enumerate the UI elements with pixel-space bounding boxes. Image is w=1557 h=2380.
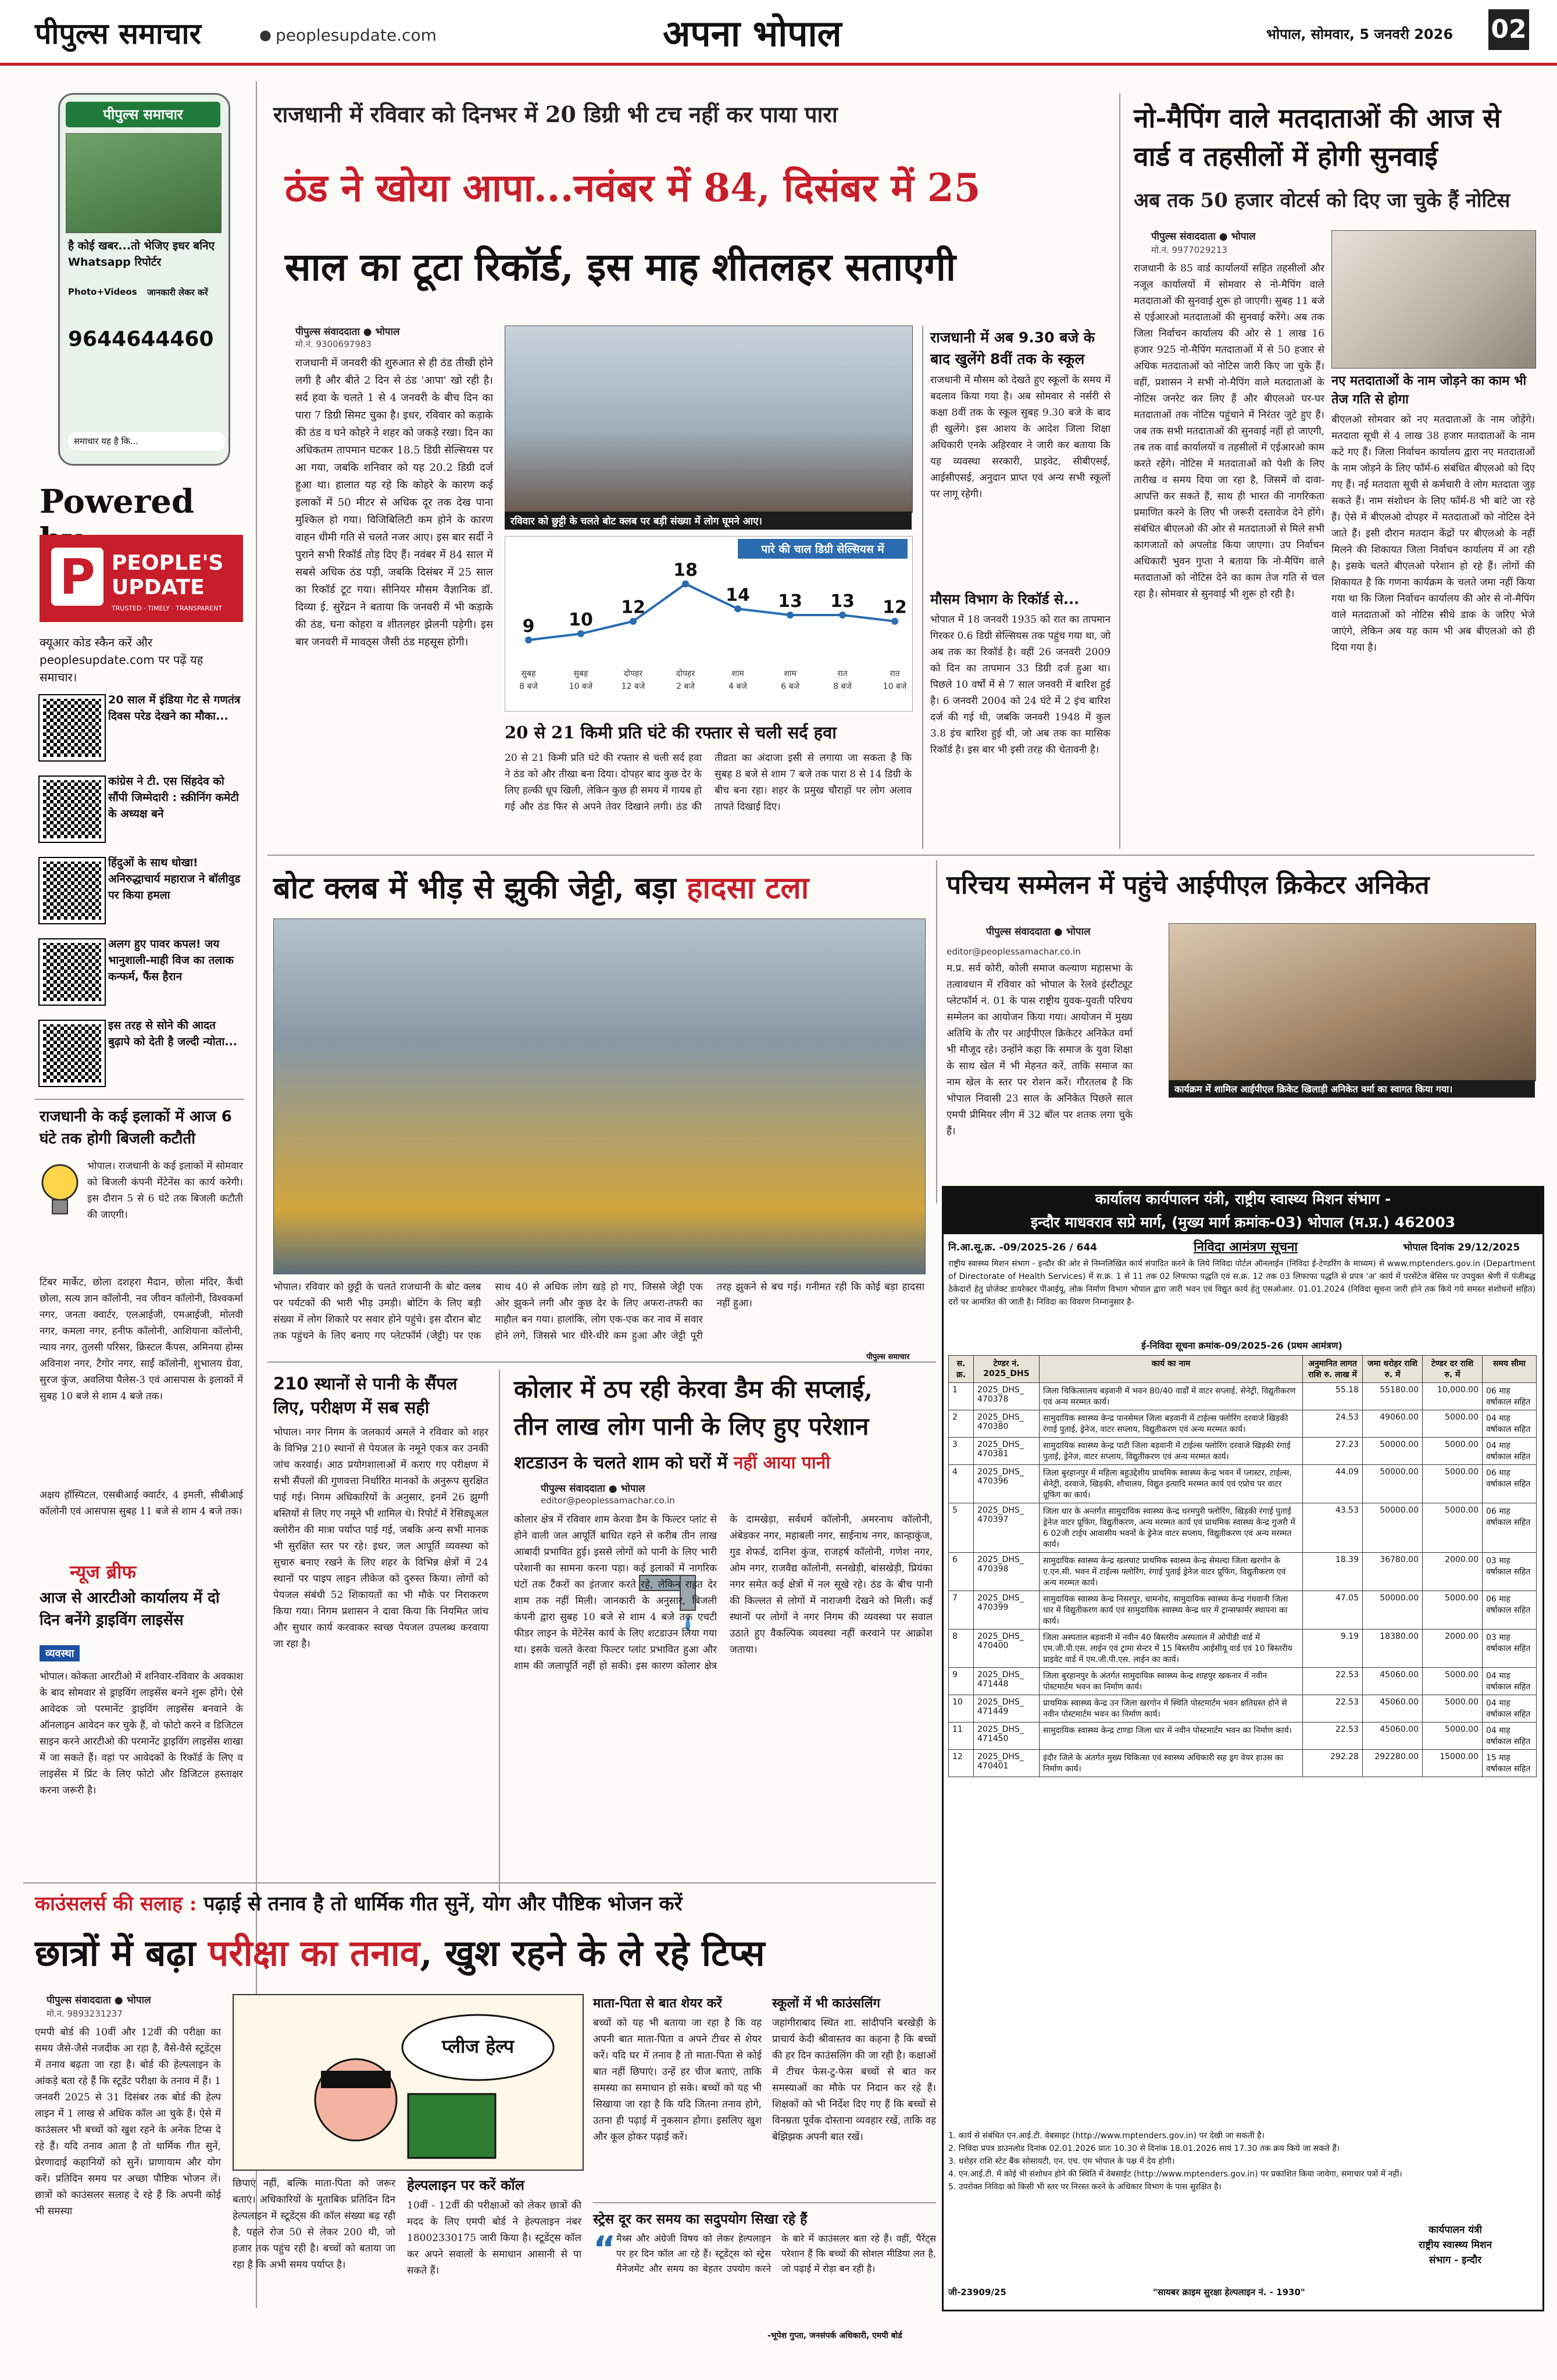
tender-row — [949, 1438, 1537, 1465]
power-cut-lead: भोपाल। राजधानी के कई इलाकों में सोमवार को बिजली कंपनी मेंटेनेंस का कार्य करेगी। इस दौरान 5 से 6 घंटे तक बिजली कटौती की जाएगी। — [87, 1160, 243, 1221]
cell-work: सामुदायिक स्वास्थ्य केन्द्र टाण्डा जिला धार में नवीन पोस्टमार्टम भवन का निर्माण कार्य। — [1040, 1723, 1303, 1750]
data-point — [734, 605, 741, 612]
x-tick-label: शाम — [784, 669, 797, 678]
cell-tender-no: 2025_DHS_ 470380 — [974, 1410, 1040, 1438]
x-tick-label: सुबह — [573, 669, 588, 678]
x-tick-sublabel: 8 बजे — [519, 682, 538, 691]
water-side-body: भोपाल। नगर निगम के जलकार्य अमले ने रविवार को शहर के विभिन्न 210 स्थानों से पेयजल के नमूने एकत्र कर उनकी जांच करवाई। आठ प्रयोगशालाओं में कराए गए परीक्षण में सभी सैंपलों की गुणवत्ता निर्धारित मानकों के अनुरूप सुरक्षित पाई गई। निगम अधिकारियों के अनुसार, इनमें 26 झुग्गी बस्तियों से लिए गए नमूने भी शामिल थे। रिपोर्ट में रेसिड्यूअल क्लोरीन की मात्रा पर्याप्त पाई गई, जबकि अन्य सभी मानक भी सुरक्षित स्तर पर रहे। इधर, जल आपूर्ति व्यवस्था को सुचारु बनाए रखने के लिए शहर के विभिन्न क्षेत्रों में 24 स्थानों पर पाइप लाइन लीकेज को दुरुस्त किया। लोगों को पेयजल संबंधी 52 शिकायतों का भी मौके पर निराकरण किया गया। निगम प्रशासन ने दावा किया कि नियमित जांच और सुधार कार्य करवाकर स्वच्छ पेयजल उपलब्ध करवाया जा रहा है। — [273, 1427, 488, 1650]
qr-code-icon — [40, 1021, 105, 1086]
promo-right: जानकारी लेकर करें — [147, 287, 208, 298]
cell-cost: 22.53 — [1303, 1723, 1363, 1750]
x-tick-sublabel: 10 बजे — [569, 682, 593, 691]
dateline: भोपाल, सोमवार, 5 जनवरी 2026 — [1266, 26, 1454, 42]
masthead-url[interactable]: peoplesupdate.com — [276, 26, 437, 45]
x-tick-label: दोपहर — [676, 669, 695, 678]
tender-table — [948, 1355, 1537, 1777]
lead-body: राजधानी में जनवरी की शुरुआत से ही ठंड तीखी होने लगी है और बीते 2 दिन से ठंड 'आपा' खो रही है। सर्द हवा के चलते 1 से 4 जनवरी के बीच दिन का पारा 7 डिग्री सिमट चुका है। इधर, रविवार को कड़ाके की ठंड व घने कोहरे ने शहर को जकड़े रखा। दिन का अधिकतम तापमान घटकर 18.5 डिग्री सेल्सियस पर आ गया, जबकि शनिवार को यह 20.2 डिग्री दर्ज हुआ था। हालात यह रहे कि कोहरे के कारण कई इलाकों में 50 मीटर से अधिक दूर तक देख पाना मुश्किल हो गया। विजिबिलिटी कम होने के कारण वाहन धीमी गति से चलते नजर आए। इस बार सर्दी ने पुराने सभी रिकॉर्ड तोड़ दिए हैं। नवंबर में 84 साल में सबसे अधिक ठंड पड़ी, जबकि दिसंबर में 25 साल का रिकॉर्ड टूट गया। सीनियर मौसम वैज्ञानिक डॉ. दिव्या ई. सुरेंद्रन ने बताया कि जनवरी में भी कड़ाके की ठंड, घना कोहरा व शीतलहर झेलनी पड़ेगी। इस बार जनवरी में मावठ्स जैसी ठंड महसूस होगी। — [295, 357, 493, 648]
x-tick-label: दोपहर — [623, 669, 643, 678]
cell-time: 04 माह वर्षाकाल सहित — [1483, 1410, 1537, 1438]
cell-sno: 2 — [949, 1410, 974, 1438]
data-label: 18 — [673, 560, 698, 581]
cell-rate: 5000.00 — [1423, 1723, 1483, 1750]
data-point — [682, 580, 689, 587]
ipl-byline: पीपुल्स संवाददाता ● भोपाल — [986, 926, 1091, 938]
school-counsel-text: जहांगीराबाद स्थित शा. सांदीपनि बरखेड़ी के प्राचार्य केदी श्रीवास्तव का कहना है कि बच्चों की हर दिन काउंसलिंग की जा रही है। कक्षाओं में टीचर फेस-टु-फेस बच्चों से बात कर समस्याओं का मौके पर निदान कर रहे हैं। शिक्षकों को भी निर्देश दिए गए हैं कि बच्चों से विनम्रता पूर्वक दोस्ताना व्यवहार रखें, ताकि वह बेझिझक अपनी बात रखें। — [772, 2017, 936, 2143]
cell-tender-no: 2025_DHS_ 471450 — [974, 1723, 1040, 1750]
helpline-text[interactable]: 10वीं - 12वीं की परीक्षाओं को लेकर छात्रों की मदद के लिए एमपी बोर्ड ने हेल्पलाइन नंबर 18002330175 जारी किया है। स्टूडेंट्स कॉल कर अपने सवालों के समाधान आसानी से पा सकते हैं। — [407, 2200, 581, 2277]
x-tick-label: रात — [837, 669, 848, 678]
cell-tender-no: 2025_DHS_ 470396 — [974, 1465, 1040, 1503]
tender-note: 2. निविदा प्रपत्र डाउनलोड दिनांक 02.01.2026 प्रातः 10.30 से दिनांक 18.01.2026 सायं 17.30 तक क्रय किये जा सकते हैं। — [948, 2144, 1340, 2153]
promo-brand: पीपुल्स समाचार — [66, 102, 220, 127]
cell-rate: 5000.00 — [1423, 1503, 1483, 1553]
exam-body-1: एमपी बोर्ड की 10वीं और 12वीं की परीक्षा का समय जैसे-जैसे नजदीक आ रहा है, वैसे-वैसे स्टूडेंट्स में तनाव बढ़ता जा रहा है। बोर्ड की हेल्पलाइन के आंकड़े बता रहे हैं कि स्टूडेंट परीक्षा के तनाव में हैं। 1 जनवरी 2025 से 31 दिसंबर तक बोर्ड की हेल्प लाइन में 1 लाख से अधिक कॉल आ चुके हैं। ऐसे में काउंसलर भी बच्चों को खुश रहने के अनेक टिप्स दे रहे हैं। यदि तनाव आता है तो धार्मिक गीत सुनें, प्रेरणादाई कहानियों को सुनें। प्राणायाम और योग करें। प्रतिदिन समय पर अच्छा पौष्टिक भोजन लें। छात्रों को काउंसलर सलाह दे रहे हैं कि अपनी कोई भी समस्या — [35, 2027, 221, 2217]
section-title: अपना भोपाल — [663, 12, 842, 55]
water-sub-b: नहीं आया पानी — [733, 1453, 831, 1473]
tender-row — [949, 1465, 1537, 1503]
tender-row — [949, 1723, 1537, 1750]
cell-work: सामुदायिक स्वास्थ्य केन्द्र पाटी जिला बड़वानी में टाईल्स फ्लोरिंग दरवाजे खिड़की रंगाई पुताई, ड्रेनेज, वाटर सप्लाय, विद्युतीकरण एवं अन्य मरम्मत कार्य। — [1040, 1438, 1303, 1465]
tender-intro: राष्ट्रीय स्वास्थ्य मिशन संभाग - इन्दौर की ओर से निम्नलिखित कार्य संपादित करने के लिये निविदा पोर्टल ऑनलाईन (निविदा ई-टेण्डरिंग के माध्यम) से www.mptenders.gov.in (Department of Directorate of Health Services) में स.क्र. 1 से 11 तक 02 लिफाफा पद्धति एवं स.क्र. 12 तक 03 लिफाफा पद्धति से प्रपत्र 'अ' कार्य में परसेंटेज बेसिस पर उपयुक्त श्रेणी में पंजीबद्ध ठेकेदारों हेतु प्रोजेक्ट डायरेक्टर पीआईयू, लोक निर्माण विभाग भोपाल द्वारा जारी भवन एवं विद्युत कार्य हेतु एसओआर. 01.01.2024 (निविदा सूचना जारी होने तक किये गये समस्त संशोधनों सहित) दरों पर आमंत्रित की जाती है। निविदा का विवरण निम्नानुसार है- — [948, 1259, 1535, 1307]
powered-by: Powered — [40, 483, 195, 521]
cell-time: 03 माह वर्षाकाल सहित — [1483, 1629, 1537, 1668]
whatsapp-promo — [58, 93, 230, 466]
cell-work: जिला बुरहानपुर के अंतर्गत सामुदायिक स्वास्थ्य केन्द्र शाहपुर खकनार में नवीन पोस्टमार्टम भवन का निर्माण कार्य। — [1040, 1668, 1303, 1695]
data-label: 12 — [883, 597, 907, 618]
x-tick-sublabel: 10 बजे — [883, 682, 907, 691]
brief-tag: व्यवस्था — [40, 1645, 80, 1661]
exam-body-2: छिपाएं नहीं, बल्कि माता-पिता को जरूर बताएं। अधिकारियों के मुताबिक प्रतिदिन दिन हेल्पलाइन में स्टूडेंट्स की कॉल संख्या बढ़ रही है, पहले रोज 50 से लेकर 200 थी, जो हजार तक पहुंच रही है। बच्चों को बताया जा रहा है कि अभी समय पर्याप्त है। — [233, 2178, 395, 2271]
col-cost: अनुमानित लागत राशि रु. लाख में — [1303, 1356, 1363, 1383]
logo-name: PEOPLE'S UPDATE — [112, 551, 224, 599]
water-sub — [514, 1450, 933, 1474]
x-tick-label: सुबह — [521, 669, 536, 678]
logo-p-icon: P — [51, 548, 103, 606]
qr-item-1[interactable] — [40, 692, 243, 762]
record-text: भोपाल में 18 जनवरी 1935 को रात का तापमान गिरकर 0.6 डिग्री सेल्सियस तक पहुंच गया था, जो अब तक का रिकॉर्ड है। वहीं 26 जनवरी 2009 को दिन का तापमान 33 डिग्री दर्ज हुआ था। पिछले 10 वर्षों में से 7 साल जनवरी में बारिश हुई है। 6 जनवरी 2004 को 24 घंटे में 2 इंच बारिश दर्ज की गई थी, जबकि जनवरी 1948 में कुल 3.8 इंच बारिश हुई थी, जो अब तक का मासिक रिकॉर्ड है। इस बार भी इसी तरह की चेतावनी है। — [930, 614, 1110, 756]
col-sno: स. क्र. — [949, 1356, 974, 1383]
cell-cost: 22.53 — [1303, 1695, 1363, 1723]
helpline-title: हेल्पलाइन पर करें कॉल — [407, 2177, 524, 2193]
tender-row — [949, 1629, 1537, 1668]
tender-row — [949, 1503, 1537, 1553]
lead-subhead: 20 से 21 किमी प्रति घंटे की रफ्तार से चली सर्द हवा — [505, 723, 837, 742]
cell-deposit: 18380.00 — [1363, 1629, 1423, 1668]
brief-title: आज से आरटीओ कार्यालय में दो दिन बनेंगे ड्राइविंग लाइसेंस — [40, 1589, 220, 1629]
lead-photo — [505, 326, 913, 513]
cell-cost: 22.53 — [1303, 1668, 1363, 1695]
cell-sno: 9 — [949, 1668, 974, 1695]
tender-row — [949, 1668, 1537, 1695]
cell-sno: 10 — [949, 1695, 974, 1723]
qr-item-text: कांग्रेस ने टी. एस सिंहदेव को सौंपी जिम्मेदारी : स्क्रीनिंग कमेटी के अध्यक्ष बने — [108, 775, 239, 820]
data-label: 13 — [778, 591, 802, 612]
divider — [23, 1882, 936, 1884]
cell-tender-no: 2025_DHS_ 470378 — [974, 1383, 1040, 1410]
voter-photo — [1331, 230, 1536, 369]
cell-tender-no: 2025_DHS_ 470381 — [974, 1438, 1040, 1465]
qr-code-icon — [40, 858, 105, 923]
cell-tender-no: 2025_DHS_ 471449 — [974, 1695, 1040, 1723]
cell-deposit: 45060.00 — [1363, 1723, 1423, 1750]
tender-row — [949, 1553, 1537, 1591]
cell-time: 15 माह वर्षाकाल सहित — [1483, 1750, 1537, 1777]
x-tick-sublabel: 8 बजे — [833, 682, 852, 691]
data-label: 13 — [830, 591, 855, 612]
exam-headline-a: छात्रों में बढ़ा — [35, 1932, 196, 1974]
tender-ref: नि.आ.सू.क्र. -09/2025-26 / 644 — [948, 1242, 1097, 1253]
cell-time: 06 माह वर्षाकाल सहित — [1483, 1383, 1537, 1410]
cell-tender-no: 2025_DHS_ 470397 — [974, 1503, 1040, 1553]
divider — [936, 860, 937, 1203]
lead-kicker: राजधानी में रविवार को दिनभर में 20 डिग्री भी टच नहीं कर पाया पारा — [273, 101, 838, 127]
data-point — [630, 618, 637, 625]
cell-work: सामुदायिक स्वास्थ्य केन्द्र पानसेमल जिला बड़वानी में टाईल्स फ्लोरिंग दरवाजे खिड़की रंगाई पुताई, ड्रेनेज, वाटर सप्लाय, विद्युतीकरण एवं अन्य मरम्मत कार्य। — [1040, 1410, 1303, 1438]
tender-subtitle: ई-निविदा सूचना क्रमांक-09/2025-26 (प्रथम आमंत्रण) — [1141, 1340, 1342, 1351]
cell-sno: 3 — [949, 1438, 974, 1465]
boat-body: भोपाल। रविवार को छुट्टी के चलते राजधानी के बोट क्लब पर पर्यटकों की भारी भीड़ उमड़ी। बोटिंग के लिए बड़ी संख्या में लोग शिकारे पर सवार होने पहुंचे। इस दौरान बोट तक पहुंचने के लिए बनाए गए प्लेटफॉर्म (जेट्टी) पर एक साथ 40 से अधिक लोग खड़े हो गए, जिससे जेट्टी एक ओर झुकने लगी और कुछ देर के लिए अफरा-तफरी का माहौल बन गया। हालांकि, लोग एक-एक कर नाव में सवार होने लगे, जिससे भार धीरे-धीरे कम हुआ और जेट्टी पूरी तरह झुकने से बच गई। गनीमत रही कि कोई बड़ा हादसा नहीं हुआ। — [273, 1281, 924, 1342]
tender-note: 1. कार्य से संबंधित एन.आई.टी. वेबसाइट (http://www.mptenders.gov.in) पर देखी जा सकती है। — [948, 2131, 1265, 2140]
x-tick-sublabel: 2 बजे — [676, 682, 695, 691]
water-headline-2: तीन लाख लोग पानी के लिए हुए परेशान — [514, 1412, 869, 1441]
cell-time: 04 माह वर्षाकाल सहित — [1483, 1438, 1537, 1465]
nomapping-body: राजधानी के 85 वार्ड कार्यालयों सहित तहसीलों और नजूल कार्यालयों में सोमवार से नो-मैपिंग वाले मतदाताओं की सुनवाई शुरू हो जाएगी। सुबह 11 बजे से एईआरओ मतदाताओं की सुनवाई करेंगे। अब तक जिला निर्वाचन कार्यालय की ओर से 1 लाख 16 हजार 925 नो-मैपिंग मतदाताओं में से 50 हजार से अधिक मतदाताओं को नोटिस जारी किए जा चुके हैं। वहीं, प्रशासन ने सभी नो-मैपिंग वाले मतदाताओं के नोटिस जनरेट कर लिए हैं और बीएलओ घर-घर मतदाताओं तक नोटिस पहुंचाने में निरंतर जुटे हुए हैं। जब तक सभी मतदाताओं की सुनवाई नहीं हो जाएगी, तब तक वार्ड कार्यालयों व तहसीलों में एईआरओ काम करते रहेंगे। नोटिस में मतदाताओं को पेशी के लिए तारीख व समय दिया जा रहा है, जिसमें वो दावा-आपत्ति कर सकते हैं, साथ ही भारत की नागरिकता प्रमाणित करने के लिए भी जरूरी दस्तावेज देने होंगे। संबंधित बीएलओ की ओर से मतदाताओं से मिले सभी कागजातों को अपलोड किया जाएगा। उप निर्वाचन अधिकारी भुवन गुप्ता ने बताया कि नो-मैपिंग वाले मतदाताओं को नोटिस देने का काम तेज गति से चल रहा है। सोमवार से सुनवाई भी शुरू हो रही है। — [1134, 263, 1324, 600]
power-cut-title: राजधानी के कई इलाकों में आज 6 घंटे तक होगी बिजली कटौती — [40, 1108, 232, 1148]
lead-mobile: मो.नं. 9300697983 — [295, 339, 372, 349]
masthead-brand: पीपुल्स समाचार — [35, 16, 201, 51]
cell-tender-no: 2025_DHS_ 471448 — [974, 1668, 1040, 1695]
data-point — [525, 637, 532, 644]
tender-footer-left: जी-23909/25 — [948, 2287, 1006, 2297]
x-tick-label: शाम — [731, 669, 744, 678]
quote-title: स्ट्रेस दूर कर समय का सदुपयोग सिखा रहे हैं — [593, 2212, 808, 2227]
col-rate: टेण्डर दर राशि रु. में — [1423, 1356, 1483, 1383]
cell-sno: 11 — [949, 1723, 974, 1750]
nomapping-headline: नो-मैपिंग वाले मतदाताओं की आज से वार्ड व तहसीलों में होगी सुनवाई — [1134, 102, 1501, 172]
water-side-title: 210 स्थानों से पानी के सैंपल लिए, परीक्षण में सब सही — [273, 1374, 458, 1417]
nomapping-side-title: नए मतदाताओं के नाम जोड़ने का काम भी तेज गति से होगा — [1331, 374, 1527, 407]
divider — [922, 326, 923, 849]
boat-headline-a: बोट क्लब में भीड़ से झुकी जेट्टी, बड़ा — [273, 870, 676, 906]
qr-item-4[interactable] — [40, 936, 243, 1006]
data-label: 14 — [726, 585, 750, 606]
tender-row — [949, 1410, 1537, 1438]
data-label: 9 — [522, 616, 535, 637]
cell-sno: 1 — [949, 1383, 974, 1410]
cell-time: 04 माह वर्षाकाल सहित — [1483, 1723, 1537, 1750]
temperature-chart-svg — [505, 537, 912, 711]
data-point — [787, 612, 794, 619]
temperature-chart — [505, 536, 913, 712]
water-headline-1: कोलार में ठप रही केरवा डैम की सप्लाई, — [514, 1375, 873, 1403]
tender-office: कार्यालय कार्यपालन यंत्री, राष्ट्रीय स्वास्थ्य मिशन संभाग - — [944, 1188, 1542, 1211]
cell-deposit: 45060.00 — [1363, 1695, 1423, 1723]
qr-item-text: 20 साल में इंडिया गेट से गणतंत्र दिवस परेड देखने का मौका... — [108, 694, 241, 723]
cell-deposit: 55180.00 — [1363, 1383, 1423, 1410]
tender-notice — [942, 1186, 1544, 2311]
quote-by: -भूपेश गुप्ता, जनसंपर्क अधिकारी, एमपी बोर्ड — [767, 2331, 902, 2340]
cell-rate: 5000.00 — [1423, 1668, 1483, 1695]
qr-code-icon — [40, 777, 105, 842]
news-brief-head: न्यूज ब्रीफ — [70, 1561, 137, 1583]
col-time: समय सीमा — [1483, 1356, 1537, 1383]
exam-byline: पीपुल्स संवाददाता ● भोपाल — [47, 1995, 151, 2006]
col-deposit: जमा धरोहर राशि रु. में — [1363, 1356, 1423, 1383]
ipl-headline: परिचय सम्मेलन में पहुंचे आईपीएल क्रिकेटर अनिकेत — [947, 870, 1430, 900]
tender-table-body — [949, 1383, 1537, 1777]
data-point — [839, 612, 846, 619]
cell-time: 06 माह वर्षाकाल सहित — [1483, 1465, 1537, 1503]
tender-footer-mid: "सायबर क्राइम सुरक्षा हेल्पलाइन नं. - 1930" — [1153, 2287, 1305, 2297]
cell-sno: 8 — [949, 1629, 974, 1668]
cell-deposit: 50000.00 — [1363, 1503, 1423, 1553]
x-tick-sublabel: 4 बजे — [728, 682, 747, 691]
cell-sno: 12 — [949, 1750, 974, 1777]
cell-rate: 5000.00 — [1423, 1591, 1483, 1629]
x-tick-label: रात — [890, 669, 900, 678]
tender-notes — [948, 2129, 1535, 2193]
tender-date: भोपाल दिनांक 29/12/2025 — [1403, 1242, 1520, 1253]
tender-note: 3. धरोहर राशि स्टेट बैंक सोसायटी, एन. एच. एम भोपाल के पक्ष में देय होगी। — [948, 2157, 1175, 2166]
cell-rate: 5000.00 — [1423, 1438, 1483, 1465]
nomapping-mobile: मो.नं. 9977029213 — [1151, 245, 1227, 255]
divider — [1119, 93, 1120, 849]
boat-credit: पीपुल्स समाचार — [866, 1353, 910, 1361]
lead-headline-2: साल का टूटा रिकॉर्ड, इस माह शीतलहर सताएगी — [285, 244, 956, 290]
nomapping-side-text: बीएलओ सोमवार को नए मतदाताओं के नाम जोड़ेंगे। मतदाता सूची से 4 लाख 38 हजार मतदाताओं के नाम कटे गए हैं। जिला निर्वाचन कार्यालय द्वारा नए मतदाताओं के नाम जोड़ने के लिए फॉर्म-6 संबंधित बीएलओ को दिए गए हैं। नई मतदाता सूची से कर्मचारी वे लोग मतदाता जुड़ सकते हैं। नाम संशोधन के लिए फॉर्म-8 भी बांटे जा रहे हैं। ऐसे में बीएलओ दोपहर में मतदाताओं को नोटिस देने जाते हैं। इसी दौरान मतदान केंद्रों पर बीएलओ के नहीं मिलने की शिकायत जिला निर्वाचन कार्यालय में आ रही है। इसके चलते बीएलओ परेशान हो रहे हैं। लोगों की शिकायत है कि गणना कार्यक्रम के चलते जमा नहीं किया गया था कि जिला निर्वाचन कार्यालय की ओर से नो-मैपिंग वाले मतदाताओं को नोटिस सीधे डाक के जरिए भेजे जाएंगे, लेकिन अब यह काम भी अब बीएलओ को ही दिया गया है। — [1331, 414, 1535, 653]
lead-body-2: 20 से 21 किमी प्रति घंटे की रफ्तार से चली सर्द हवा ने ठंड को और तीखा बना दिया। दोपहर बाद कुछ देर के लिए हल्की धूप खिली, लेकिन कुछ ही समय में गायब हो गई और ठंड फिर से अपने तेवर दिखाने लगी। ठंड की तीव्रता का अंदाजा इसी से लगाया जा सकता है कि सुबह 8 बजे से शाम 7 बजे तक पारा 8 से 14 डिग्री के बीच बना रहा। शहर के प्रमुख चौराहों पर लोग अलाव तापते दिखाई दिए। — [505, 752, 912, 813]
boat-headline-b: हादसा टला — [686, 870, 809, 906]
cell-rate: 5000.00 — [1423, 1465, 1483, 1503]
data-point — [891, 618, 898, 625]
peoples-update-logo — [40, 535, 243, 622]
col-work: कार्य का नाम — [1040, 1356, 1303, 1383]
exam-headline — [35, 1928, 930, 1977]
nomapping-sub: अब तक 50 हजार वोटर्स को दिए जा चुके हैं नोटिस — [1134, 189, 1510, 212]
cell-cost: 27.23 — [1303, 1438, 1363, 1465]
tender-address: इन्दौर माधवराव सप्रे मार्ग, (मुख्य मार्ग क्रमांक-03) भोपाल (म.प्र.) 462003 — [944, 1211, 1542, 1234]
cell-cost: 18.39 — [1303, 1553, 1363, 1591]
cell-deposit: 49060.00 — [1363, 1410, 1423, 1438]
cell-time: 06 माह वर्षाकाल सहित — [1483, 1503, 1537, 1553]
water-sub-a: शटडाउन के चलते शाम को घरों में — [514, 1453, 728, 1473]
divider — [267, 855, 1535, 856]
boat-headline — [273, 866, 924, 907]
promo-text: है कोई खबर...तो भेजिए इधर बनिए Whatsapp रिपोर्टर — [68, 240, 215, 269]
cell-cost: 55.18 — [1303, 1383, 1363, 1410]
cell-work: प्राथमिक स्वास्थ्य केन्द्र उन जिला खरगोन में स्थिति पोस्टमार्टम भवन क्षतिग्रस्त होने से नवीन पोस्टमार्टम भवन का निर्माण कार्य। — [1040, 1695, 1303, 1723]
lead-byline: पीपुल्स संवाददाता ● भोपाल — [295, 326, 400, 338]
quote-box — [593, 2202, 936, 2349]
cell-sno: 7 — [949, 1591, 974, 1629]
exam-headline-c: , खुश रहने के ले रहे टिप्स — [420, 1932, 765, 1974]
cell-time: 04 माह वर्षाकाल सहित — [1483, 1668, 1537, 1695]
qr-item-text: हिंदुओं के साथ धोखा! अनिरुद्धाचार्य महाराज ने बॉलीवुड पर किया हमला — [108, 856, 241, 902]
lead-photo-caption: रविवार को छुट्टी के चलते बोट क्लब पर बड़ी संख्या में लोग घूमने आए। — [505, 512, 912, 530]
school-counsel-title: स्कूलों में भी काउंसलिंग — [772, 1996, 880, 2011]
qr-item-text: अलग हुए पावर कपल! जय भानुशाली-माही विज का तलाक कन्फर्म, फैंस हैरान — [108, 938, 234, 983]
tender-table-header — [949, 1356, 1537, 1383]
cell-work: जिला अस्पताल बड़वानी में नवीन 40 बिस्तरीय अस्पताल में ओपीडी वार्ड में एम.जी.पी.एस. लाईन एवं ट्रामा सेन्टर में 15 बिस्तरीय आईसीयू वार्ड एवं 10 बिस्तरीय प्राइवेट वार्ड में एम.जी.पी.एस. लाईन का कार्य। — [1040, 1629, 1303, 1668]
tender-title: निविदा आमंत्रण सूचना — [1194, 1240, 1298, 1255]
cell-work: इंदौर जिले के अंतर्गत मुख्य चिकित्सा एवं स्वास्थ्य अधिकारी सह ड्रग वेयर हाउस का निर्माण कार्य। — [1040, 1750, 1303, 1777]
cell-sno: 5 — [949, 1503, 974, 1553]
ipl-body: म.प्र. सर्व कोरी, कोली समाज कल्याण महासभा के तत्वावधान में रविवार को भोपाल के रेलवे इंस्टीट्यूट प्लेटफॉर्म नं. 01 के पास राष्ट्रीय युवक-युवती परिचय सम्मेलन का आयोजन किया गया। आयोजन में मुख्य अतिथि के तौर पर आईपीएल क्रिकेटर अनिकेत वर्मा भी मौजूद रहे। उन्होंने कहा कि समाज के युवा शिक्षा के साथ खेल में भी मेहनत करें, ताकि समाज का नाम खेल के स्तर पर रोशन करें। गौरतलब है कि भोपाल निवासी 23 साल के अनिकेत पिछले साल एमपी प्रीमियर लीग में 32 बॉल पर शतक लगा चुके हैं। — [947, 963, 1133, 1137]
tender-row — [949, 1695, 1537, 1723]
brief-text: भोपाल। कोकता आरटीओ में शनिवार-रविवार के अवकाश के बाद सोमवार से ड्राइविंग लाइसेंस बनने शुरू होंगे। ऐसे आवेदक जो परमानेंट ड्राइविंग लाइसेंस बनवाने के ऑनलाइन आवेदन कर चुके हैं, वो फोटो करने व डिजिटल साइन करने आरटीओ की परमानेंट ड्राइविंग लाइसेंस शाखा में जा सकते हैं। वहां पर आवेदकों के रिकॉर्ड के लिए व लाइसेंस में प्रिंट के लिए फोटो और डिजिटल हस्ताक्षर करना जरूरी है। — [40, 1671, 243, 1796]
divider — [267, 1361, 936, 1363]
quote-icon: “ — [593, 2229, 616, 2270]
exam-mobile: मो.नं. 9893231237 — [47, 2009, 123, 2019]
exam-kicker-b: पढ़ाई से तनाव है तो धार्मिक गीत सुनें, योग और पौष्टिक भोजन करें — [203, 1892, 683, 1916]
tender-sign — [1374, 2222, 1537, 2268]
x-tick-sublabel: 12 बजे — [621, 682, 645, 691]
power-cut-bullet-2: अक्षय हॉस्पिटल, एसबीआई क्वार्टर, 4 इमली, सीबीआई कॉलोनी एवं आसपास सुबह 11 बजे से शाम 4 बजे तक। — [40, 1489, 243, 1517]
data-point — [577, 630, 584, 637]
tender-row — [949, 1750, 1537, 1777]
ipl-caption: कार्यक्रम में शामिल आईपीएल क्रिकेट खिलाड़ी अनिकेत वर्मा का स्वागत किया गया। — [1169, 1080, 1535, 1098]
exam-illustration — [233, 1994, 584, 2171]
lead-headline-1: ठंड ने खोया आपा...नवंबर में 84, दिसंबर में 25 — [285, 165, 981, 210]
qr-item-3[interactable] — [40, 855, 243, 924]
cell-deposit: 45060.00 — [1363, 1668, 1423, 1695]
promo-chat: समाचार यह है कि... — [68, 432, 225, 451]
qr-code-icon — [40, 695, 105, 760]
cell-deposit: 292280.00 — [1363, 1750, 1423, 1777]
cell-tender-no: 2025_DHS_ 470398 — [974, 1553, 1040, 1591]
cell-sno: 4 — [949, 1465, 974, 1503]
cell-cost: 47.05 — [1303, 1591, 1363, 1629]
whatsapp-phone[interactable]: 9644644460 — [68, 327, 214, 351]
promo-left: Photo+Videos — [68, 287, 137, 297]
masthead — [0, 0, 1557, 66]
exam-bubble: प्लीज हेल्प — [441, 2035, 515, 2057]
quote-text: मैथ्स और अंग्रेजी विषय को लेकर हेल्पलाइन पर हर दिन कॉल आ रहे हैं। स्टूडेंट्स को स्ट्रेस मैनेजमेंट और समय का बेहतर उपयोग करने के बारे में काउंसलर बता रहे हैं। वहीं, पैरेंट्स परेशान हैं कि बच्चों की सोशल मीडिया लत है, जो पढ़ाई में रोड़ा बन रही है। — [616, 2233, 936, 2274]
col-tender-no: टेण्डर नं. 2025_DHS — [974, 1356, 1040, 1383]
cell-tender-no: 2025_DHS_ 470401 — [974, 1750, 1040, 1777]
tender-note: 4. एन.आई.टी. में कोई भी संशोधन होने की स्थिति में वेबसाईट (http://www.mptenders.gov.in) पर प्रकाशित किया जावेगा, समाचार पत्रों में नहीं। — [948, 2170, 1402, 2179]
sign-line-3: संभाग - इन्दौर — [1429, 2254, 1482, 2266]
qr-item-5[interactable] — [40, 1017, 243, 1087]
divider — [35, 1099, 244, 1100]
cell-tender-no: 2025_DHS_ 470399 — [974, 1591, 1040, 1629]
cell-work: जिला बुरहानपुर में महिला बहुउद्देशीय प्राथमिक स्वास्थ्य केन्द्र भवन में प्लास्टर, टाईल्स, सेनेट्री, दरवाजे, खिड़की, शौचालय, विद्युत इत्यादि मरम्मत कार्य एवं एप्रोच पर वाटर प्रूफिंग का कार्य। — [1040, 1465, 1303, 1503]
tender-note: 5. उपरोक्त निविदा को किसी भी स्तर पर निरस्त करने के अधिकार विभाग के पास सुरक्षित है। — [948, 2182, 1222, 2192]
cell-sno: 6 — [949, 1553, 974, 1591]
cell-deposit: 36780.00 — [1363, 1553, 1423, 1591]
cell-deposit: 50000.00 — [1363, 1438, 1423, 1465]
cell-work: जिला चिकित्सालय बड़वानी में भवन 80/40 वार्डों में वाटर सप्लाई, सेनेट्री, विद्युतीकरण एवं अन्य मरम्मत कार्य। — [1040, 1383, 1303, 1410]
qr-item-text: इस तरह से सोने की आदत बुढ़ापे को देती है जल्दी न्योता... — [108, 1019, 238, 1048]
cell-deposit: 50000.00 — [1363, 1465, 1423, 1503]
school-title: राजधानी में अब 9.30 बजे के बाद खुलेंगे 8वीं तक के स्कूल — [930, 329, 1095, 367]
cell-cost: 44.09 — [1303, 1465, 1363, 1503]
cell-tender-no: 2025_DHS_ 470400 — [974, 1629, 1040, 1668]
cell-work: जिला धार के अन्तर्गत सामुदायिक स्वास्थ्य केन्द्र धरमपुरी फ्लोरिंग, खिड़की रंगाई पुताई ड्रेनेज वाटर प्रूफिंग, विद्युतीकरण, अन्य मरम्मत कार्य एवं प्राथमिक स्वास्थ्य केन्द्र गुजरी में 6 02जी टाईप आवासीय भवनों के ड्रेनेज वाटर सप्लाय, विद्युतीकरण एवं अन्य मरम्मत कार्य। — [1040, 1503, 1303, 1553]
globe-icon: ● — [259, 27, 272, 43]
ipl-photo — [1169, 923, 1536, 1081]
cell-rate: 2000.00 — [1423, 1553, 1483, 1591]
parents-title: माता-पिता से बात शेयर करें — [593, 1996, 722, 2011]
ipl-email[interactable]: editor@peoplessamachar.co.in — [947, 946, 1081, 957]
cell-cost: 292.28 — [1303, 1750, 1363, 1777]
nomapping-byline: पीपुल्स संवाददाता ● भोपाल — [1151, 231, 1256, 242]
cell-time: 06 माह वर्षाकाल सहित — [1483, 1591, 1537, 1629]
cell-rate: 5000.00 — [1423, 1410, 1483, 1438]
cell-cost: 24.53 — [1303, 1410, 1363, 1438]
qr-code-icon — [40, 939, 105, 1005]
divider — [499, 1370, 500, 1893]
tender-row — [949, 1383, 1537, 1410]
cell-rate: 15000.00 — [1423, 1750, 1483, 1777]
water-byline: पीपुल्स संवाददाता ● भोपाल — [541, 1483, 645, 1495]
logo-tag: TRUSTED · TIMELY · TRANSPARENT — [112, 605, 222, 612]
parents-text: बच्चों को यह भी बताया जा रहा है कि वह अपनी बात माता-पिता व अपने टीचर से शेयर करें। यदि घर में तनाव है तो माता-पिता से कोई बात नहीं छिपाएं। उन्हें हर चीज बताएं, ताकि समस्या का समाधान हो सके। बच्चों को यह भी सिखाया जा रहा है कि यदि जितना तनाव होगे, उतना ही पढ़ाई में नुकसान होगा। इसलिए खुश और कूल होकर पढ़ाई करें। — [593, 2017, 762, 2143]
sign-line-1: कार्यपालन यंत्री — [1429, 2224, 1482, 2236]
qr-item-2[interactable] — [40, 773, 243, 843]
data-label: 12 — [621, 597, 645, 618]
cell-rate: 10,000.00 — [1423, 1383, 1483, 1410]
promo-photo — [66, 133, 222, 233]
cell-rate: 5000.00 — [1423, 1695, 1483, 1723]
water-body: कोलार क्षेत्र में रविवार शाम केरवा डैम के फिल्टर प्लांट से होने वाली जल आपूर्ति बाधित रहने से करीब तीन लाख आबादी प्रभावित हुई। इससे लोगों को पानी के लिए भारी परेशानी का सामना करना पड़ा। कई इलाकों में नागरिक घंटों तक टैंकरों का इंतजार करते रहे, लेकिन राहत देर शाम तक नहीं मिली। जानकारी के अनुसार, बिजली कंपनी द्वारा सुबह 10 बजे से शाम 4 बजे तक एचटी फीडर लाइन के मेंटेनेंस कार्य के लिए शटडाउन लिया गया था। इसके चलते केरवा फिल्टर प्लांट प्रभावित हुआ और शाम की जलापूर्ति नहीं हो सकी। इस कारण कोलार क्षेत्र के दामखेड़ा, सर्वधर्म कॉलोनी, अमरनाथ कॉलोनी, अंबेडकर नगर, महाबली नगर, साईनाथ नगर, कान्हाकुंज, गुड शेफर्ड, दानिश कुंज, राजहर्ष कॉलोनी, गणेश नगर, ओम नगर, राजवैद्य कॉलोनी, सनखेड़ी, बांसखेड़ी, प्रियंका नगर समेत कई क्षेत्रों में नल सूखे रहे। ठंड के बीच पानी की किल्लत से लोगों में नाराजगी देखने को मिली। कई स्थानों पर लोगों ने नगर निगम की व्यवस्था पर सवाल उठाते हुए वैकल्पिक व्यवस्था नहीं करवाने पर आक्रोश जताया। — [514, 1514, 933, 1672]
data-label: 10 — [569, 610, 593, 631]
cell-time: 04 माह वर्षाकाल सहित — [1483, 1695, 1537, 1723]
exam-kicker — [35, 1889, 930, 1916]
scan-text: क्यूआर कोड स्कैन करें और peoplesupdate.com पर पढ़ें यह समाचार। — [40, 635, 203, 684]
cell-work: सामुदायिक स्वास्थ्य केन्द्र निसरपुर, धामनोद, सामुदायिक स्वास्थ्य केन्द्र गंधवानी जिला धार में विद्युतीकरण कार्य एवं सामुदायिक स्वास्थ्य केन्द्र धार में ट्रान्सफार्मर स्थापना का कार्य। — [1040, 1591, 1303, 1629]
cell-cost: 9.19 — [1303, 1629, 1363, 1668]
record-title: मौसम विभाग के रिकॉर्ड से... — [930, 591, 1080, 607]
chart-title: पारे की चाल डिग्री सेल्सियस में — [761, 543, 884, 556]
exam-kicker-a: काउंसलर्स की सलाह : — [35, 1892, 197, 1916]
cell-rate: 2000.00 — [1423, 1629, 1483, 1668]
school-text: राजधानी में मौसम को देखते हुए स्कूलों के समय में बदलाव किया गया है। अब सोमवार से नर्सरी से कक्षा 8वीं तक के स्कूल सुबह 9.30 बजे के बाद ही खुलेंगे। इस आशय के आदेश जिला शिक्षा अधिकारी एनके अहिरवार ने जारी कर बताया कि यह व्यवस्था सरकारी, प्राइवेट, सीबीएसई, आईसीएसई, अनुदान प्राप्त एवं अन्य सभी स्कूलों पर लागू रहेगी। — [930, 374, 1110, 500]
sign-line-2: राष्ट्रीय स्वास्थ्य मिशन — [1418, 2239, 1492, 2251]
cell-deposit: 50000.00 — [1363, 1591, 1423, 1629]
water-email[interactable]: editor@peoplessamachar.co.in — [541, 1495, 675, 1506]
cell-cost: 43.53 — [1303, 1503, 1363, 1553]
page-number: 02 — [1488, 9, 1529, 50]
boat-photo — [273, 919, 926, 1274]
tender-row — [949, 1591, 1537, 1629]
bulb-icon — [40, 1158, 80, 1222]
power-cut-bullet-1: टिंबर मार्केट, छोला दशहरा मैदान, छोला मंदिर, कैंची छोला, सत्य ज्ञान कॉलोनी, नव जीवन कॉलोनी, विश्वकर्मा नगर, जनता क्वार्टर, एलआईजी, एमआईजी, मोलवी नगर, कमला नगर, हनीफ कॉलोनी, आशियाना कॉलोनी, न्याय नगर, तुलसी परिसर, क्रिस्टल कैंपस, अमिनया होम्स अविनाश नगर, टैगोर नगर, साईं कॉलोनी, शुभालय ग्रेवा, सुरज कुंज, अवलिया पैलेस-3 एवं आसपास के इलाकों में सुबह 10 बजे से शाम 4 बजे तक। — [40, 1277, 243, 1402]
cell-time: 03 माह वर्षाकाल सहित — [1483, 1553, 1537, 1591]
x-tick-sublabel: 6 बजे — [781, 682, 799, 691]
cell-work: सामुदायिक स्वास्थ्य केन्द्र खलघाट प्राथमिक स्वास्थ्य केन्द्र सेमल्दा जिला खरगोन के ए.एन.सी. भवन में टाईल्स फ्लोरिंग, रंगाई पुताई ड्रेनेज वाटर प्रूफिंग, विद्युतीकरण एवं अन्य मरम्मत कार्य। — [1040, 1553, 1303, 1591]
exam-headline-b: परीक्षा का तनाव — [208, 1932, 420, 1974]
